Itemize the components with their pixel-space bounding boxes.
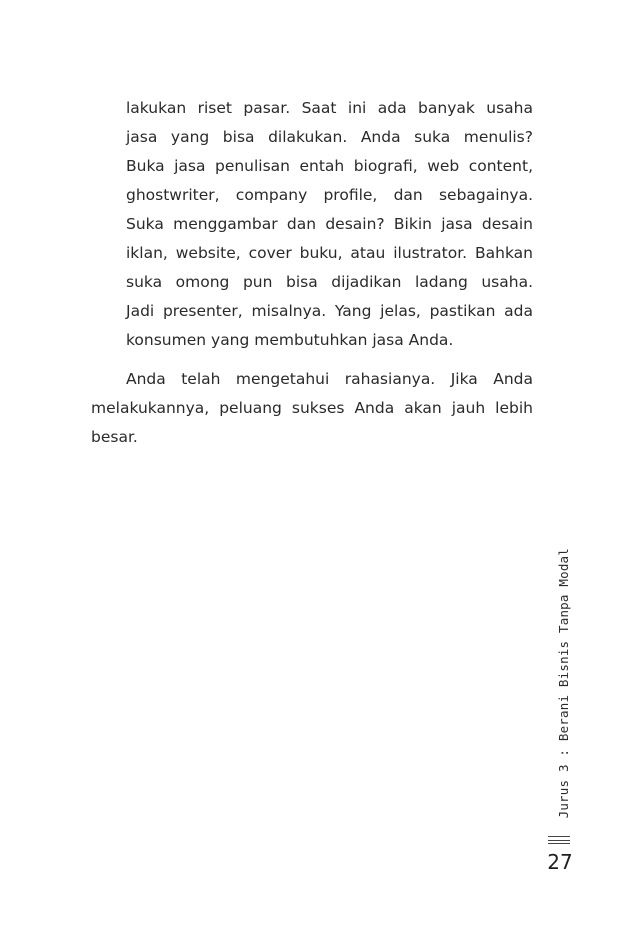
paragraph-1	[91, 94, 533, 355]
paragraph-1-line: konsumen yang membutuhkan jasa Anda.	[126, 331, 454, 349]
paragraph-2	[91, 365, 533, 452]
paragraph-1-line: iklan, website, cover buku, atau ilustrator. Bahkan	[126, 244, 533, 262]
header-rule-line	[548, 836, 570, 837]
page-number: 27	[547, 850, 573, 874]
header-rule-ornament	[548, 836, 570, 845]
header-rule-line	[548, 843, 570, 844]
paragraph-1-line: Buka jasa penulisan entah biografi, web content,	[126, 157, 533, 175]
running-header	[556, 548, 572, 836]
header-rule-line	[548, 840, 570, 841]
paragraph-1-line: jasa yang bisa dilakukan. Anda suka menulis?	[126, 128, 533, 146]
body-text	[91, 94, 533, 452]
paragraph-1-line: ghostwriter, company profile, dan sebagainya.	[126, 186, 533, 204]
paragraph-2-line: besar.	[91, 428, 138, 446]
paragraph-1-line: suka omong pun bisa dijadikan ladang usaha.	[126, 273, 533, 291]
paragraph-1-line: Jadi presenter, misalnya. Yang jelas, pastikan ada	[126, 302, 533, 320]
paragraph-2-line: melakukannya, peluang sukses Anda akan jauh lebih	[91, 399, 533, 417]
running-header-title: Jurus 3 : Berani Bisnis Tanpa Modal	[556, 548, 571, 819]
paragraph-1-line: lakukan riset pasar. Saat ini ada banyak usaha	[126, 99, 533, 117]
paragraph-2-line: Anda telah mengetahui rahasianya. Jika Anda	[126, 370, 533, 388]
paragraph-1-line: Suka menggambar dan desain? Bikin jasa desain	[126, 215, 533, 233]
